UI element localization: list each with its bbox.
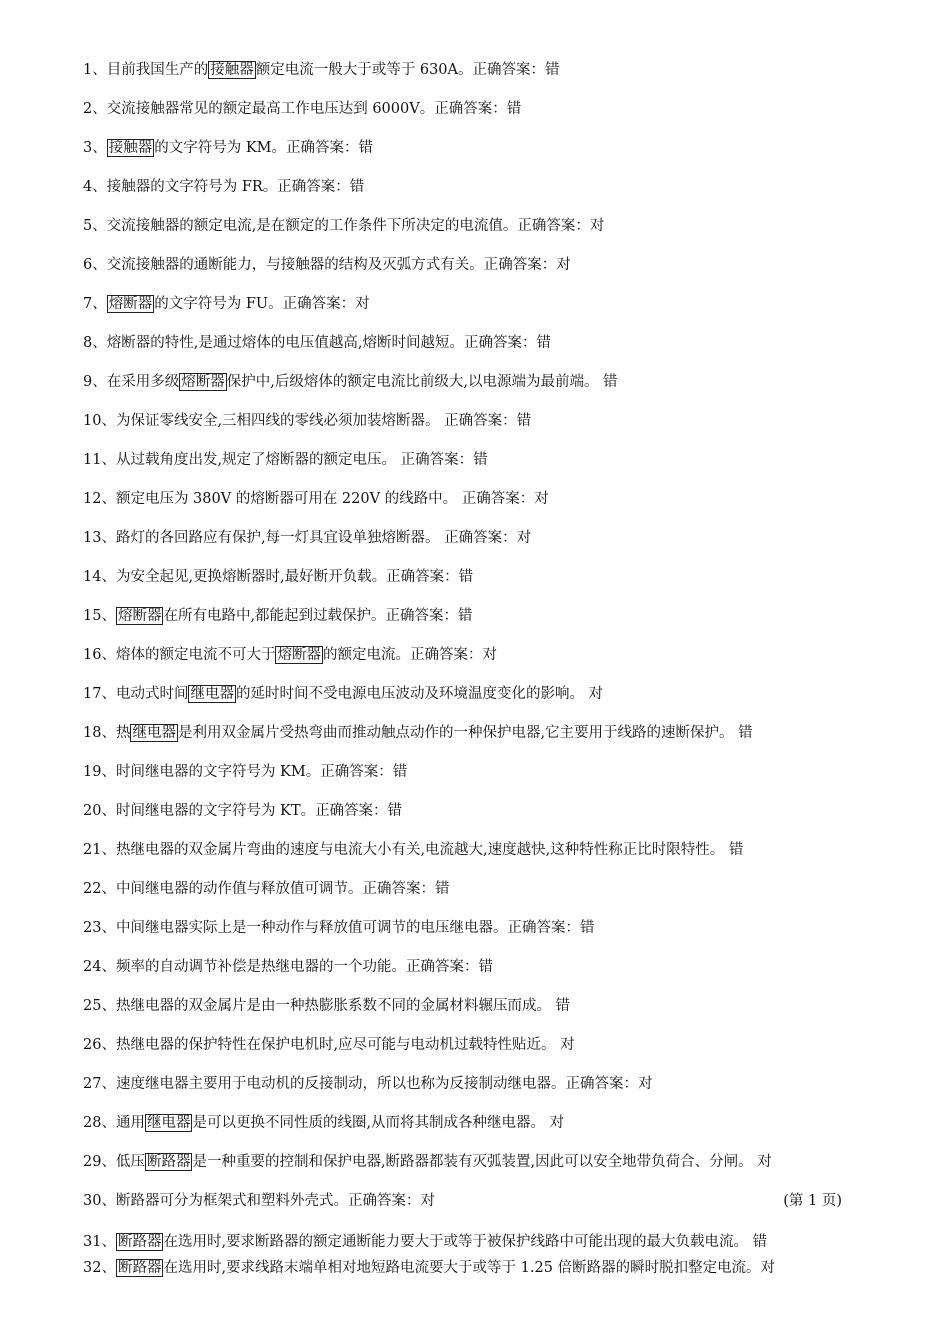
question-line	[83, 528, 910, 548]
question-text: 11、从过载角度出发,规定了熔断器的额定电压。 正确答案：错	[83, 452, 488, 468]
question-line	[83, 294, 910, 314]
question-line	[83, 333, 910, 353]
boxed-term: 断路器	[117, 1234, 162, 1250]
boxed-term: 熔断器	[108, 296, 153, 312]
question-line	[83, 840, 910, 860]
question-line	[83, 1152, 910, 1172]
question-line	[83, 255, 910, 275]
boxed-term: 熔断器	[277, 647, 321, 663]
boxed-term: 断路器	[117, 1260, 162, 1276]
question-text: 是可以更换不同性质的线圈,从而将其制成各种继电器。 对	[192, 1115, 565, 1131]
question-text: 20、时间继电器的文字符号为 KT。正确答案：错	[83, 803, 403, 819]
question-line	[83, 762, 910, 782]
question-line	[83, 879, 910, 899]
question-text: 的额定电流。正确答案：对	[322, 647, 497, 663]
question-line	[83, 1191, 910, 1211]
question-line	[83, 450, 910, 470]
question-line	[83, 372, 910, 392]
question-line	[83, 606, 910, 626]
question-text: 的文字符号为 FU。正确答案：对	[154, 296, 370, 312]
question-text: 22、中间继电器的动作值与释放值可调节。正确答案：错	[83, 881, 450, 897]
question-text: 在选用时,要求断路器的额定通断能力要大于或等于被保护线路中可能出现的最大负载电流。 错	[163, 1234, 768, 1250]
question-text: 19、时间继电器的文字符号为 KM。正确答案：错	[83, 764, 408, 780]
question-line	[83, 138, 910, 158]
boxed-term: 熔断器	[181, 374, 225, 390]
question-line	[83, 1035, 910, 1055]
question-text: 额定电流一般大于或等于 630A。正确答案：错	[255, 62, 560, 78]
boxed-term: 继电器	[190, 686, 234, 702]
question-line	[83, 645, 910, 665]
boxed-term: 继电器	[146, 1115, 191, 1131]
question-text: 5、交流接触器的额定电流,是在额定的工作条件下所决定的电流值。正确答案：对	[83, 218, 605, 234]
question-text: 在所有电路中,都能起到过载保护。正确答案：错	[163, 608, 473, 624]
question-line	[83, 216, 910, 236]
page-number: (第 1 页)	[783, 1193, 842, 1209]
question-line	[83, 411, 910, 431]
boxed-term: 接触器	[210, 62, 254, 78]
question-line	[83, 60, 910, 80]
question-text: 4、接触器的文字符号为 FR。正确答案：错	[83, 179, 365, 195]
question-text: 25、热继电器的双金属片是由一种热膨胀系数不同的金属材料辗压而成。 错	[83, 998, 571, 1014]
question-text: 13、路灯的各回路应有保护,每一灯具宜设单独熔断器。 正确答案：对	[83, 530, 532, 546]
question-line	[83, 684, 910, 704]
question-text: 18、热	[83, 725, 131, 741]
question-text: 2、交流接触器常见的额定最高工作电压达到 6000V。正确答案：错	[83, 101, 522, 117]
question-line	[83, 177, 910, 197]
question-text: 是一种重要的控制和保护电器,断路器都装有灭弧装置,因此可以安全地带负荷合、分闸。 对	[192, 1154, 772, 1170]
question-text: 27、速度继电器主要用于电动机的反接制动，所以也称为反接制动继电器。正确答案：对	[83, 1076, 653, 1092]
question-text: 21、热继电器的双金属片弯曲的速度与电流大小有关,电流越大,速度越快,这种特性称正比时限特性。 错	[83, 842, 744, 858]
question-line	[83, 996, 910, 1016]
question-line	[83, 1074, 910, 1094]
question-text: 1、目前我国生产的	[83, 62, 209, 78]
question-text: 9、在采用多级	[83, 374, 180, 390]
boxed-term: 熔断器	[117, 608, 162, 624]
question-text: 7、	[83, 296, 107, 312]
question-text: 在选用时,要求线路末端单相对地短路电流要大于或等于 1.25 倍断路器的瞬时脱扣整定电流。对	[163, 1260, 776, 1276]
question-text: 3、	[83, 140, 107, 156]
question-text: 10、为保证零线安全,三相四线的零线必须加装熔断器。 正确答案：错	[83, 413, 532, 429]
question-text: 30、断路器可分为框架式和塑料外壳式。正确答案：对	[83, 1193, 435, 1209]
question-line	[83, 1258, 910, 1278]
question-line	[83, 489, 910, 509]
question-text: 28、通用	[83, 1115, 145, 1131]
question-line	[83, 1113, 910, 1133]
question-line	[83, 567, 910, 587]
question-line	[83, 801, 910, 821]
question-line	[83, 99, 910, 119]
question-text: 15、	[83, 608, 116, 624]
question-line	[83, 1232, 910, 1252]
question-line	[83, 723, 910, 743]
question-text: 的文字符号为 KM。正确答案：错	[154, 140, 374, 156]
question-text: 16、熔体的额定电流不可大于	[83, 647, 276, 663]
question-text: 23、中间继电器实际上是一种动作与释放值可调节的电压继电器。正确答案：错	[83, 920, 595, 936]
boxed-term: 断路器	[146, 1154, 191, 1170]
question-line	[83, 918, 910, 938]
question-text: 6、交流接触器的通断能力，与接触器的结构及灭弧方式有关。正确答案：对	[83, 257, 571, 273]
question-line	[83, 957, 910, 977]
question-text: 29、低压	[83, 1154, 145, 1170]
question-text: 26、热继电器的保护特性在保护电机时,应尽可能与电动机过载特性贴近。 对	[83, 1037, 575, 1053]
question-text: 17、电动式时间	[83, 686, 189, 702]
question-text: 24、频率的自动调节补偿是热继电器的一个功能。正确答案：错	[83, 959, 493, 975]
question-text: 保护中,后级熔体的额定电流比前级大,以电源端为最前端。 错	[226, 374, 618, 390]
question-text: 14、为安全起见,更换熔断器时,最好断开负载。正确答案：错	[83, 569, 474, 585]
boxed-term: 继电器	[132, 725, 176, 741]
question-text: 的延时时间不受电源电压波动及环境温度变化的影响。 对	[235, 686, 604, 702]
boxed-term: 接触器	[108, 140, 153, 156]
question-text: 31、	[83, 1234, 116, 1250]
question-text: 32、	[83, 1260, 116, 1276]
question-text: 12、额定电压为 380V 的熔断器可用在 220V 的线路中。 正确答案：对	[83, 491, 549, 507]
question-text: 8、熔断器的特性,是通过熔体的电压值越高,熔断时间越短。正确答案：错	[83, 335, 551, 351]
question-text: 是利用双金属片受热弯曲而推动触点动作的一种保护电器,它主要用于线路的速断保护。 错	[177, 725, 753, 741]
